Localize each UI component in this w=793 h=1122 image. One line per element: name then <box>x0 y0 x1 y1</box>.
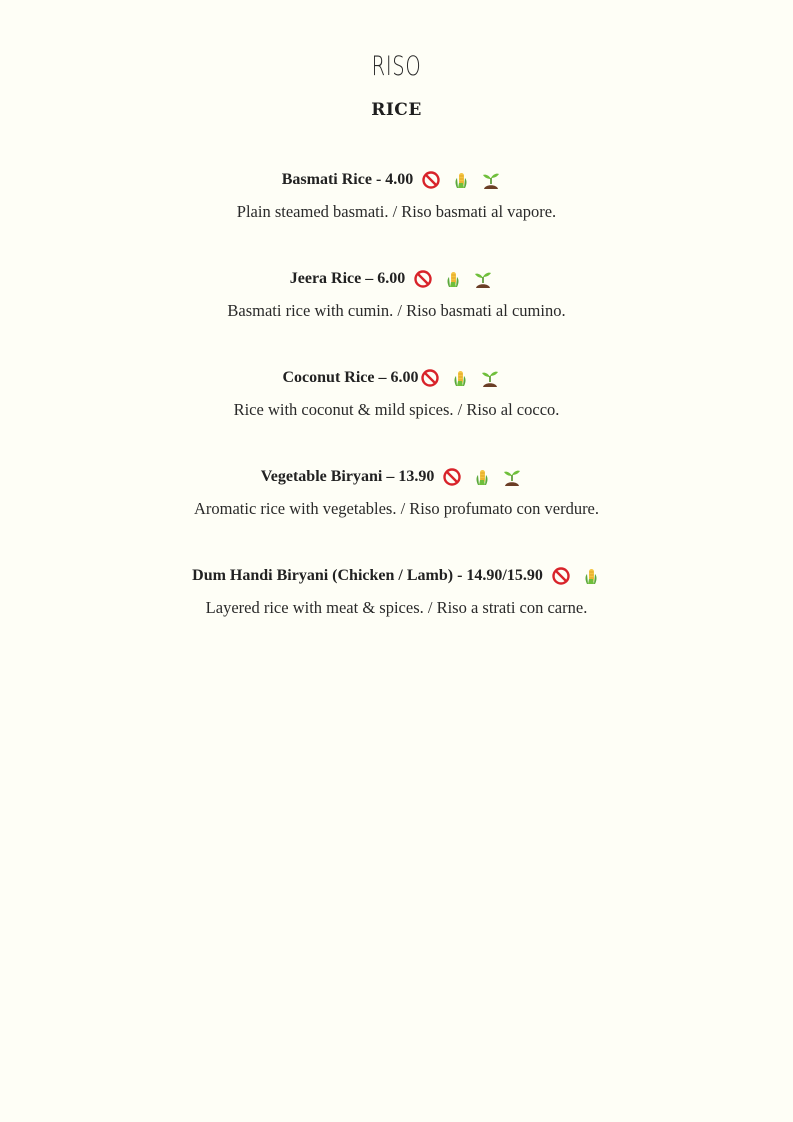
section-title-italian: RISO <box>371 51 422 82</box>
prohibited-icon <box>551 566 571 586</box>
menu-item <box>0 267 793 323</box>
wheat-corn-icon <box>451 170 471 190</box>
seedling-icon <box>480 368 500 388</box>
menu-item <box>0 366 793 422</box>
prohibited-icon <box>442 467 462 487</box>
seedling-icon <box>502 467 522 487</box>
menu-item-description: Basmati rice with cumin. / Riso basmati al cumino. <box>227 301 566 320</box>
menu-item <box>0 168 793 224</box>
dietary-icons <box>420 368 510 388</box>
menu-item-name-price: Coconut Rice – 6.00 <box>282 369 419 386</box>
wheat-corn-icon <box>581 566 601 586</box>
seedling-icon <box>481 170 501 190</box>
menu-item-description: Aromatic rice with vegetables. / Riso profumato con verdure. <box>193 499 600 518</box>
menu-item-name-price: Jeera Rice – 6.00 <box>289 270 406 287</box>
wheat-corn-icon <box>443 269 463 289</box>
wheat-corn-icon <box>472 467 492 487</box>
section-title-english: RICE <box>371 100 422 120</box>
prohibited-icon <box>421 170 441 190</box>
dietary-icons <box>551 566 601 586</box>
menu-item-name-price: Vegetable Biryani – 13.90 <box>260 468 435 485</box>
dietary-icons <box>413 269 503 289</box>
prohibited-icon <box>413 269 433 289</box>
menu-item-description: Plain steamed basmati. / Riso basmati al vapore. <box>236 202 557 221</box>
menu-item-name-price: Basmati Rice - 4.00 <box>281 171 414 188</box>
prohibited-icon <box>420 368 440 388</box>
menu-item-description: Layered rice with meat & spices. / Riso a strati con carne. <box>205 598 588 617</box>
wheat-corn-icon <box>450 368 470 388</box>
dietary-icons <box>442 467 532 487</box>
seedling-icon <box>473 269 493 289</box>
menu-item <box>0 564 793 620</box>
dietary-icons <box>421 170 511 190</box>
menu-item-name-price: Dum Handi Biryani (Chicken / Lamb) - 14.90/15.90 <box>192 567 543 584</box>
menu-item <box>0 465 793 521</box>
menu-item-description: Rice with coconut & mild spices. / Riso al cocco. <box>233 400 560 419</box>
